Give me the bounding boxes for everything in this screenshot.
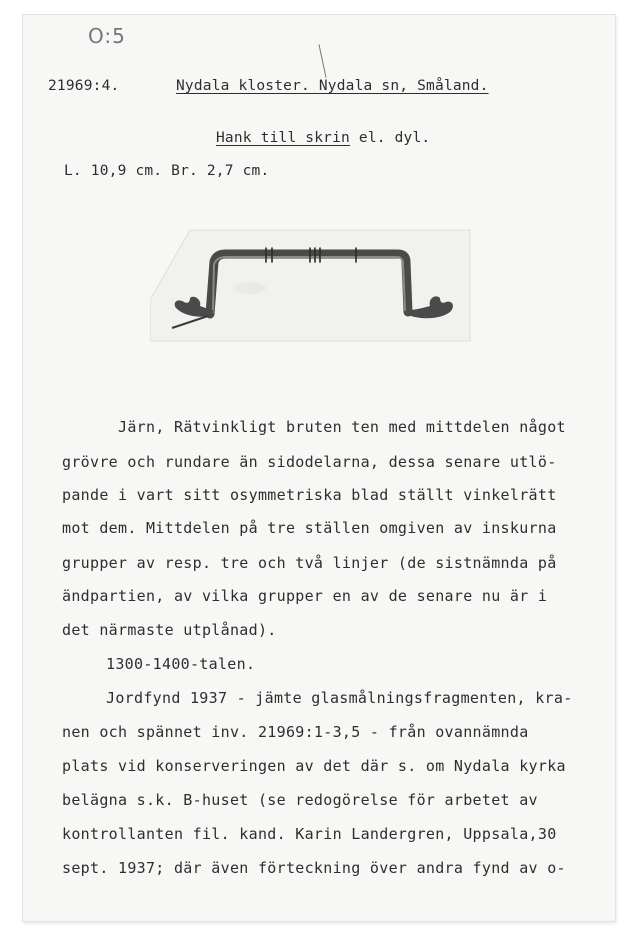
object-photo xyxy=(150,228,473,343)
object-title-rest: el. dyl. xyxy=(358,130,431,146)
catalog-number: 21969:4. xyxy=(48,78,120,94)
handwritten-mark: O:5 xyxy=(88,24,126,48)
description-line-3: pande i vart sitt osymmetriska blad ställt vinkelrätt xyxy=(62,486,557,504)
description-line-6: ändpartien, av vilka grupper en av de senare nu är i xyxy=(62,587,548,605)
find-line-3: plats vid konserveringen av det där s. om Nydala kyrka xyxy=(62,757,566,775)
description-line-4: mot dem. Mittdelen på tre ställen omgiven av inskurna xyxy=(62,519,557,537)
description-line-2: grövre och rundare än sidodelarna, dessa senare utlö- xyxy=(62,453,557,471)
object-dimensions: L. 10,9 cm. Br. 2,7 cm. xyxy=(64,163,270,179)
photo-paper xyxy=(150,230,470,341)
object-title-underlined: Hank till skrin xyxy=(216,130,350,146)
description-line-1: Järn, Rätvinkligt bruten ten med mittdelen något xyxy=(118,418,566,436)
find-line-2: nen och spännet inv. 21969:1-3,5 - från ovannämnda xyxy=(62,723,529,741)
find-line-4: belägna s.k. B-huset (se redogörelse för arbetet av xyxy=(62,791,538,809)
find-line-6: sept. 1937; där även förteckning över andra fynd av o- xyxy=(62,859,566,877)
object-title xyxy=(216,130,430,146)
photo-shading xyxy=(234,282,266,294)
description-line-5: grupper av resp. tre och två linjer (de sistnämnda på xyxy=(62,554,557,572)
find-line-1: Jordfynd 1937 - jämte glasmålningsfragmenten, kra- xyxy=(106,689,573,707)
site-heading: Nydala kloster. Nydala sn, Småland. xyxy=(176,78,489,94)
dating: 1300-1400-talen. xyxy=(106,655,256,673)
find-line-5: kontrollanten fil. kand. Karin Landergren, Uppsala,30 xyxy=(62,825,557,843)
description-line-7: det närmaste utplånad). xyxy=(62,621,277,639)
